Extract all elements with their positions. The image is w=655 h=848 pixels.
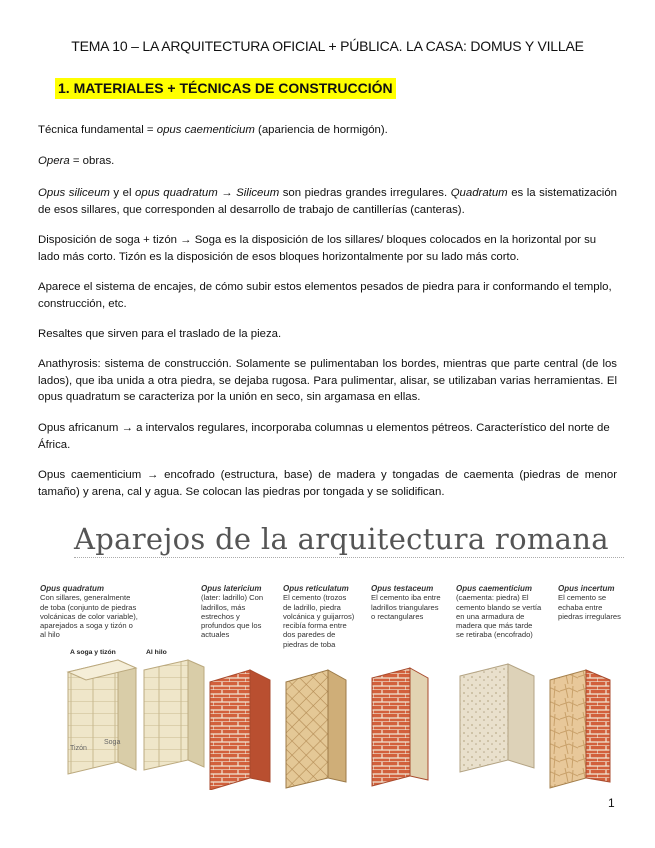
caption-opus-latericium: Opus latericium (later: ladrillo) Con ladrillos, más estrechos y profundos que los actuales [201,584,264,640]
label-tizon: Tizón [70,745,87,752]
page-number: 1 [608,796,615,810]
label-al-hilo: Al hilo [146,649,167,656]
label-soga: Soga [104,739,121,746]
paragraph: Opus siliceum y el opus quadratum → Siliceum son piedras grandes irregulares. Quadratum es la sistematización de esos sillares, que corresponden al desarrollo de trabajo de cantillerías (canteras). [38,187,617,216]
paragraph: Resaltes que sirven para el traslado de la pieza. [38,328,282,340]
paragraph: Aparece el sistema de encajes, de cómo subir estos elementos pesados de piedra para ir conformando el templo, construcción, etc. [38,281,612,310]
caption-opus-testaceum: Opus testaceum El cemento iba entre ladrillos triangulares o rectangulares [371,584,441,621]
paragraph: Opus caementicium → encofrado (estructura, base) de madera y tongadas de caementa (piedras de menor tamaño) y arena, cal y agua. Se colocan las piedras por tongada y se solidifican. [38,469,617,498]
caementicium-block [460,664,534,772]
quadratum-soga-tizon-block [68,660,136,774]
caption-opus-reticulatum: Opus reticulatum El cemento (trozos de ladrillo, piedra volcánica y guijarros) recibía forma entre dos paredes de piedras de toba [283,584,355,649]
page-title: TEMA 10 – LA ARQUITECTURA OFICIAL + PÚBLICA. LA CASA: DOMUS Y VILLAE [71,38,584,54]
caption-opus-caementicium: Opus caementicium (caementa: piedra) El cemento blando se vertía en una armadura de madera que más tarde se retiraba (encofrado) [456,584,542,640]
figure-divider [74,557,624,558]
paragraph: Disposición de soga + tizón → Soga es la disposición de los sillares/ bloques colocados en la horizontal por su lado más corto. Tizón es la disposición de esos bloques horizontalmente por su lado más corto. [38,234,597,263]
label-soga-tizon: A soga y tizón [70,649,116,656]
paragraph: Anathyrosis: sistema de construcción. Solamente se pulimentaban los bordes, mientras que parte central (de los lados), que iba unida a otra piedra, se dejaba rugosa. Para pulimentar, alisar, se utilizaban varias herramientas. El opus quadratum se caracteriza por la unión en seco, sin argamasa en ellas. [38,358,617,403]
incertum-block [550,670,610,788]
figure-title: Aparejos de la arquitectura romana [74,522,609,556]
paragraph: Opera = obras. [38,155,115,167]
section-heading: 1. MATERIALES + TÉCNICAS DE CONSTRUCCIÓN [55,80,396,96]
caption-opus-quadratum: Opus quadratum Con sillares, generalmente de toba (conjunto de piedras volcánicas de color variable), aparejados a soga y tizón o al hilo [40,584,138,640]
latericium-block [210,670,270,790]
caption-opus-incertum: Opus incertum El cemento se echaba entre piedras irregulares [558,584,621,621]
testaceum-block [372,668,428,786]
reticulatum-block [286,670,346,788]
masonry-figure [38,512,633,790]
paragraph: Técnica fundamental = opus caementicium (apariencia de hormigón). [38,124,388,136]
paragraph: Opus africanum → a intervalos regulares, incorporaba columnas u elementos pétreos. Característico del norte de África. [38,422,610,451]
quadratum-al-hilo-block [144,660,204,770]
masonry-illustrations [38,642,633,790]
